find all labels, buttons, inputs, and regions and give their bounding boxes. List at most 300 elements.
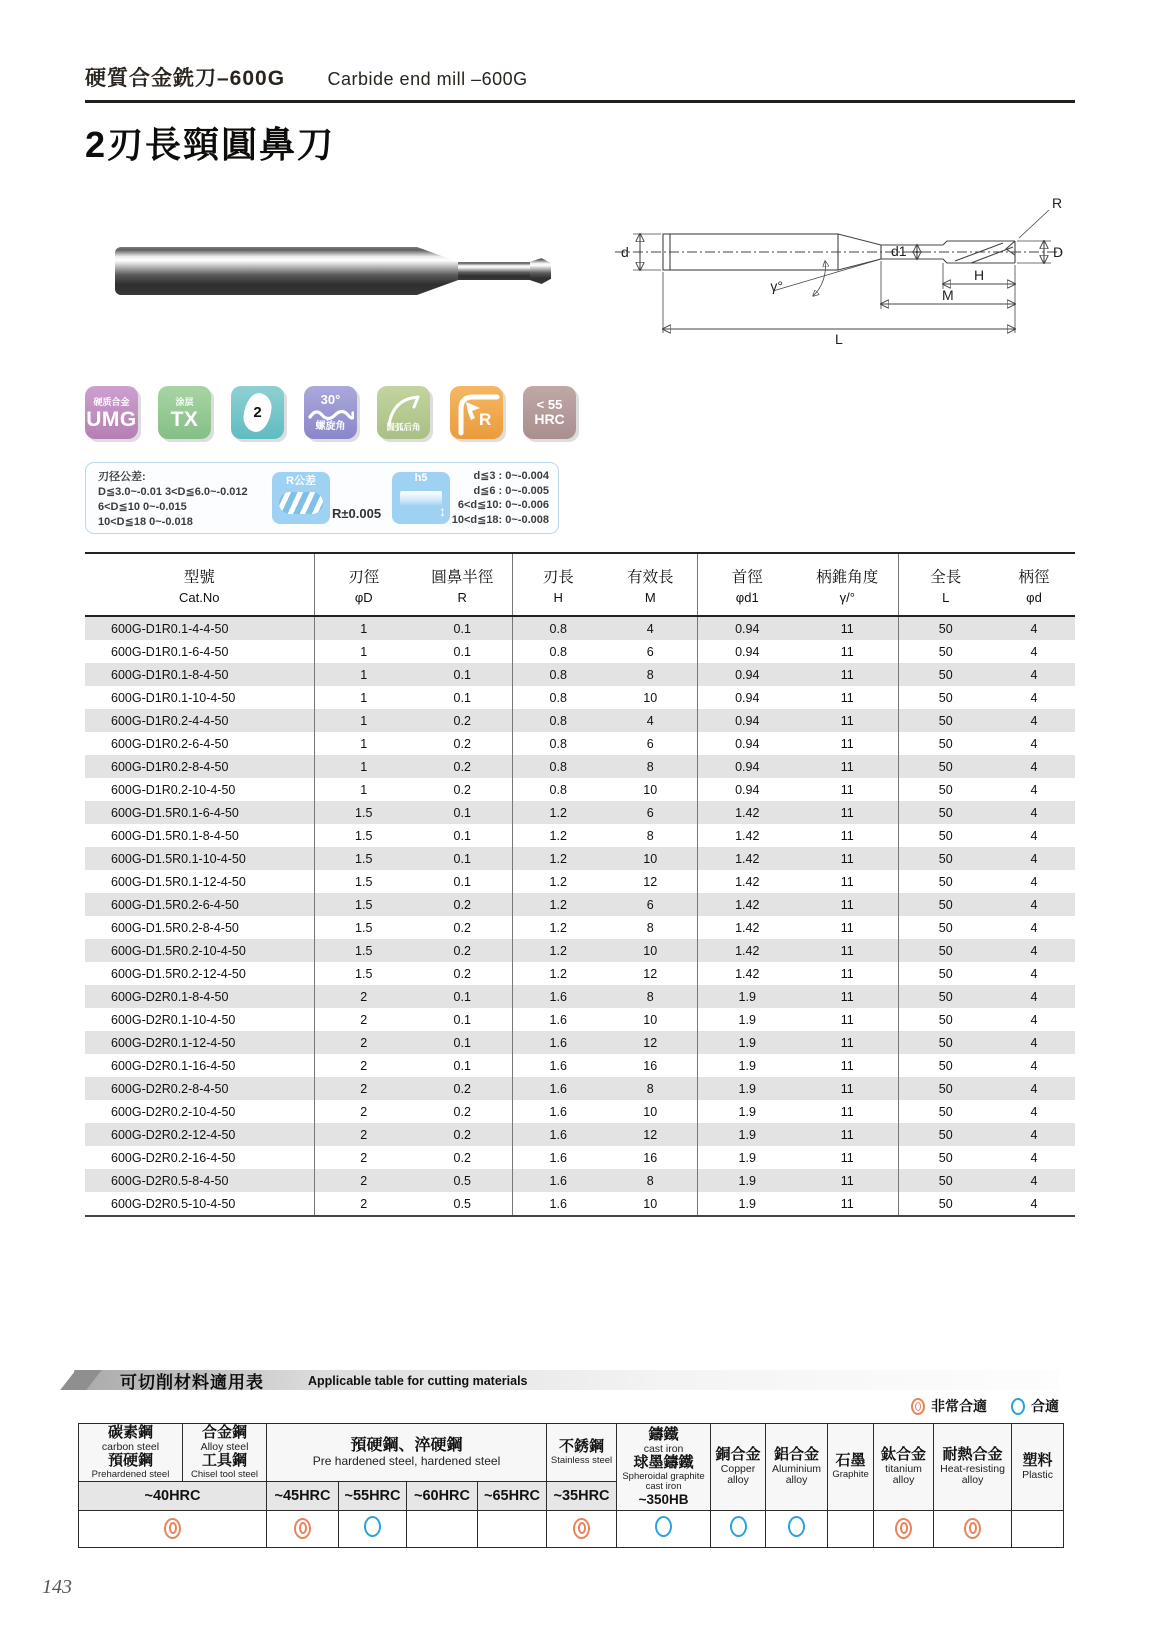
photo-taper [417, 247, 458, 295]
arc-relief-label: 圆弧后角 [386, 422, 421, 433]
material-copper-alloy [711, 1424, 766, 1511]
series-title-en: Carbide end mill –600G [327, 69, 528, 89]
spec-cell: 1 [314, 755, 413, 778]
spec-cell: 11 [840, 851, 854, 866]
spec-cell: 8 [646, 1081, 654, 1096]
spec-cell: 10 [643, 1104, 658, 1119]
legend-ok-label: 合適 [1031, 1398, 1059, 1414]
spec-cell: 0.94 [697, 778, 797, 801]
spec-cell: 0.8 [512, 640, 604, 663]
spec-cell: 11 [840, 644, 854, 659]
mark-empty [828, 1510, 874, 1547]
spec-cell: 0.94 [697, 616, 797, 640]
label-R: R [1052, 195, 1063, 211]
cat-no-cell: 600G-D1R0.1-8-4-50 [111, 667, 229, 682]
spec-row [85, 847, 1075, 870]
spec-cell: 11 [840, 1058, 854, 1073]
material-graphite [828, 1424, 874, 1511]
spec-cell: 4 [1030, 644, 1038, 659]
column-header: 圓鼻半徑 [431, 569, 494, 586]
spec-cell: 1.6 [512, 1192, 604, 1216]
material-label: 球墨鑄鐵 [633, 1453, 694, 1471]
spec-table [85, 552, 1075, 1217]
label-D: D [1053, 244, 1064, 260]
material-label: Graphite [832, 1469, 869, 1481]
spec-cell: 50 [898, 939, 993, 962]
spec-cell: 1.2 [512, 801, 604, 824]
spec-cell: 50 [898, 1077, 993, 1100]
spec-cell: 0.1 [453, 851, 471, 866]
spec-cell: 50 [898, 1008, 993, 1031]
column-header: 型號 [183, 569, 215, 586]
shank-tolerance-line-2: d≦6 : 0~-0.005 [473, 484, 549, 497]
spec-cell: 8 [646, 828, 654, 843]
spec-cell: 50 [898, 1054, 993, 1077]
spec-cell: 1.2 [512, 916, 604, 939]
spec-cell: 0.2 [453, 759, 471, 774]
mark-best-fit [79, 1510, 267, 1547]
spec-cell: 1.5 [314, 824, 413, 847]
spec-cell: 1 [314, 778, 413, 801]
spec-cell: 50 [898, 732, 993, 755]
spec-cell: 1.5 [314, 962, 413, 985]
spec-cell: 0.2 [453, 897, 471, 912]
header-rule [85, 100, 1075, 103]
spec-cell: 4 [1030, 805, 1038, 820]
diameter-tolerance-text [98, 470, 248, 529]
hardness-cell: ~45HRC [267, 1481, 339, 1510]
spec-cell: 11 [840, 621, 854, 636]
legend [911, 1396, 1059, 1416]
spec-row [85, 1031, 1075, 1054]
spec-cell: 2 [314, 1054, 413, 1077]
spec-cell: 4 [1030, 1035, 1038, 1050]
label-L: L [835, 331, 843, 347]
spec-row [85, 1123, 1075, 1146]
material-label: 塑料 [1022, 1451, 1053, 1469]
spec-cell: 50 [898, 709, 993, 732]
spec-cell: 1.9 [697, 1169, 797, 1192]
material-label: 鈦合金 [881, 1446, 927, 1464]
photo-shank [115, 247, 417, 295]
corner-radius-icon [450, 386, 503, 439]
flute-count-label: 2 [253, 404, 262, 421]
spec-cell: 50 [898, 824, 993, 847]
spec-cell: 4 [1030, 1012, 1038, 1027]
fit-icon [730, 1516, 747, 1537]
spec-cell: 50 [898, 1100, 993, 1123]
spec-cell: 2 [314, 1008, 413, 1031]
spec-cell: 50 [898, 1123, 993, 1146]
stripes-icon [279, 492, 323, 514]
badge-hardness [523, 386, 576, 439]
spec-cell: 11 [840, 943, 854, 958]
series-title-row [85, 62, 1075, 92]
spec-cell: 12 [643, 966, 658, 981]
spec-cell: 11 [840, 713, 854, 728]
legend-best [911, 1396, 987, 1416]
spec-row [85, 1146, 1075, 1169]
product-title: 2刃長頸圓鼻刀 [85, 124, 336, 165]
spec-cell: 10 [643, 1012, 658, 1027]
spec-cell: 11 [840, 759, 854, 774]
spec-cell: 4 [1030, 1196, 1038, 1211]
spec-cell: 16 [643, 1150, 658, 1165]
spec-cell: 4 [1030, 713, 1038, 728]
material-label: Heat-resisting alloy [940, 1463, 1005, 1487]
cat-no-cell: 600G-D1R0.1-6-4-50 [111, 644, 229, 659]
spec-row [85, 1100, 1075, 1123]
spec-cell: 1.6 [512, 1077, 604, 1100]
spec-cell: 11 [840, 1081, 854, 1096]
spec-table-body [85, 616, 1075, 1216]
spec-cell: 1.5 [314, 893, 413, 916]
column-header: 全長 [898, 553, 993, 590]
material-label: 預硬鋼、淬硬鋼 [350, 1437, 463, 1455]
spec-cell: 0.8 [512, 663, 604, 686]
spec-cell: 1.6 [512, 985, 604, 1008]
spec-cell: 11 [840, 1012, 854, 1027]
spec-cell: 8 [646, 989, 654, 1004]
spec-cell: 11 [840, 966, 854, 981]
spec-cell: 6 [646, 897, 654, 912]
best-fit-icon [164, 1518, 181, 1539]
badge-carbide-grade-label: UMG [86, 408, 137, 431]
spec-cell: 0.8 [512, 755, 604, 778]
spec-cell: 1.5 [314, 847, 413, 870]
tolerance-title: 刃径公差: [98, 471, 146, 483]
hardness-cell: ~35HRC [547, 1481, 617, 1510]
spec-cell: 1.42 [697, 916, 797, 939]
spec-cell: 1.9 [697, 1192, 797, 1216]
spec-cell: 4 [646, 713, 654, 728]
spec-cell: 0.2 [453, 1081, 471, 1096]
spec-cell: 1.9 [697, 985, 797, 1008]
spec-cell: 0.2 [453, 736, 471, 751]
spec-cell: 50 [898, 1031, 993, 1054]
spec-cell: 4 [1030, 851, 1038, 866]
cat-no-cell: 600G-D2R0.2-10-4-50 [111, 1104, 236, 1119]
spec-cell: 1.9 [697, 1146, 797, 1169]
cat-no-cell: 600G-D1R0.2-4-4-50 [111, 713, 229, 728]
spec-cell: 1.42 [697, 893, 797, 916]
spec-cell: 4 [1030, 782, 1038, 797]
spec-cell: 0.94 [697, 686, 797, 709]
spec-cell: 10 [643, 690, 658, 705]
spec-cell: 10 [643, 851, 658, 866]
legend-ok [1011, 1396, 1059, 1416]
material-label: 鋁合金 [774, 1446, 820, 1464]
marks-row [79, 1510, 1064, 1547]
feature-badges [85, 386, 576, 439]
material-label: Spheroidal graphite cast iron [622, 1470, 705, 1492]
best-fit-icon-inner [578, 1522, 586, 1534]
cat-no-cell: 600G-D1R0.1-10-4-50 [111, 690, 236, 705]
spec-cell: 1.5 [314, 916, 413, 939]
spec-cell: 4 [1030, 828, 1038, 843]
spec-cell: 0.2 [453, 920, 471, 935]
spec-cell: 0.1 [453, 690, 471, 705]
spec-cell: 11 [840, 1173, 854, 1188]
material-label: Plastic [1022, 1468, 1053, 1481]
material-label: 不銹鋼 [559, 1437, 605, 1455]
hardness-value: < 55 [536, 396, 563, 412]
legend-best-label: 非常合適 [931, 1398, 987, 1414]
shank-tolerance-line-1: d≦3 : 0~-0.004 [473, 470, 549, 482]
material-label: carbon steel [101, 1440, 160, 1453]
spec-cell: 4 [1030, 989, 1038, 1004]
mark-empty [478, 1510, 547, 1547]
spec-cell: 1 [314, 640, 413, 663]
spec-header-symbols [85, 590, 1075, 616]
material-label: 碳素鋼 [107, 1424, 153, 1441]
cat-no-cell: 600G-D2R0.2-8-4-50 [111, 1081, 229, 1096]
tolerance-box [85, 462, 559, 534]
cat-no-cell: 600G-D1.5R0.1-6-4-50 [111, 805, 239, 820]
spec-cell: 16 [643, 1058, 658, 1073]
mark-fit [617, 1510, 711, 1547]
spec-cell: 6 [646, 644, 654, 659]
material-label: Copper alloy [720, 1463, 756, 1487]
column-header: H [512, 590, 604, 616]
spec-cell: 1.9 [697, 1054, 797, 1077]
spec-cell: 1.42 [697, 847, 797, 870]
material-plastic [1012, 1424, 1064, 1511]
spec-cell: 0.1 [453, 667, 471, 682]
spec-row [85, 985, 1075, 1008]
spec-cell: 0.1 [453, 805, 471, 820]
spec-cell: 8 [646, 759, 654, 774]
spec-cell: 4 [1030, 1127, 1038, 1142]
material-label: cast iron [643, 1442, 684, 1455]
hardness-cell: ~55HRC [339, 1481, 407, 1510]
spec-row [85, 663, 1075, 686]
spec-cell: 1.2 [512, 824, 604, 847]
spec-cell: 0.8 [512, 732, 604, 755]
material-cast-iron [617, 1424, 711, 1511]
spec-cell: 4 [1030, 1104, 1038, 1119]
spec-cell: 1 [314, 663, 413, 686]
best-fit-icon-inner [169, 1522, 177, 1534]
spec-cell: 0.5 [453, 1196, 471, 1211]
material-label: Alloy steel [200, 1440, 249, 1453]
tolerance-line-3: 10<D≦18 0~-0.018 [98, 515, 193, 528]
spec-cell: 4 [1030, 736, 1038, 751]
spec-cell: 2 [314, 1123, 413, 1146]
cat-no-cell: 600G-D1R0.2-8-4-50 [111, 759, 229, 774]
column-header: φD [314, 590, 413, 616]
mark-fit [766, 1510, 828, 1547]
spec-cell: 0.8 [512, 686, 604, 709]
spec-cell: 50 [898, 616, 993, 640]
mark-fit [711, 1510, 766, 1547]
spec-cell: 1.6 [512, 1008, 604, 1031]
best-fit-icon [294, 1518, 311, 1539]
spec-cell: 11 [840, 989, 854, 1004]
spec-cell: 12 [643, 1035, 658, 1050]
material-carbon-steel [79, 1424, 183, 1482]
material-label: 預硬鋼 [107, 1451, 153, 1469]
shank-tolerance-line-3: 6<d≦10: 0~-0.006 [457, 499, 549, 512]
r-tolerance-badge-label: R公差 [286, 475, 316, 487]
cat-no-cell: 600G-D1.5R0.2-8-4-50 [111, 920, 239, 935]
updown-arrow-icon: ↕ [439, 503, 446, 519]
spec-cell: 50 [898, 893, 993, 916]
spec-row [85, 755, 1075, 778]
column-header: 有效長 [626, 569, 674, 586]
spec-cell: 1.42 [697, 939, 797, 962]
spec-cell: 11 [840, 897, 854, 912]
dimension-lines [633, 210, 1051, 333]
spec-cell: 50 [898, 686, 993, 709]
spec-cell: 2 [314, 1100, 413, 1123]
spec-row [85, 709, 1075, 732]
spec-cell: 4 [1030, 1081, 1038, 1096]
spec-row [85, 640, 1075, 663]
spec-cell: 1.6 [512, 1123, 604, 1146]
spec-cell: 0.8 [512, 778, 604, 801]
spec-cell: 11 [840, 1104, 854, 1119]
badge-helix-angle [304, 386, 357, 439]
best-fit-icon [911, 1398, 925, 1415]
series-title-zh: 硬質合金銑刀–600G [85, 67, 286, 90]
spec-cell: 12 [643, 1127, 658, 1142]
spec-cell: 11 [840, 1035, 854, 1050]
hardness-cell: ~65HRC [478, 1481, 547, 1510]
column-header: 刃長 [512, 553, 604, 590]
h5-badge-label: h5 [414, 472, 428, 484]
cat-no-cell: 600G-D1.5R0.2-6-4-50 [111, 897, 239, 912]
cat-no-cell: 600G-D2R0.2-16-4-50 [111, 1150, 236, 1165]
h5-tolerance-badge [392, 472, 450, 524]
material-label: 合金鋼 [201, 1424, 247, 1441]
badge-carbide-grade [85, 386, 138, 439]
column-header: γ/° [839, 590, 855, 605]
material-label: Stainless steel [550, 1454, 613, 1466]
material-label: 工具鋼 [201, 1451, 247, 1469]
spec-cell: 1.2 [512, 893, 604, 916]
spec-cell: 0.94 [697, 755, 797, 778]
spec-cell: 50 [898, 1146, 993, 1169]
r-tolerance-badge [272, 472, 330, 524]
spec-cell: 1.6 [512, 1146, 604, 1169]
spec-cell: 4 [1030, 621, 1038, 636]
spec-cell: 11 [840, 667, 854, 682]
r-tolerance-value: R±0.005 [332, 506, 382, 521]
column-header: 柄徑 [1018, 569, 1050, 586]
cat-no-cell: 600G-D2R0.1-16-4-50 [111, 1058, 236, 1073]
spec-row [85, 1169, 1075, 1192]
column-header: R [457, 590, 467, 605]
spec-cell: 0.1 [453, 1012, 471, 1027]
spec-row [85, 616, 1075, 640]
material-label: 耐熱合金 [942, 1446, 1003, 1464]
spec-cell: 0.1 [453, 828, 471, 843]
column-header: φd [1026, 590, 1042, 605]
spec-cell: 1.2 [512, 870, 604, 893]
column-header: 柄錐角度 [816, 569, 879, 586]
mark-best-fit [267, 1510, 339, 1547]
spec-cell: 6 [646, 736, 654, 751]
dimension-labels [621, 195, 1063, 347]
spec-cell: 6 [646, 805, 654, 820]
spec-cell: 10 [643, 943, 658, 958]
label-M: M [942, 287, 954, 303]
spec-cell: 1.5 [314, 801, 413, 824]
spec-cell: 1 [314, 616, 413, 640]
spec-cell: 12 [643, 874, 658, 889]
materials-header-row [79, 1424, 1064, 1482]
material-alloy-steel [183, 1424, 267, 1482]
spec-row [85, 1008, 1075, 1031]
hardness-cell: ~40HRC [79, 1481, 267, 1510]
spec-cell: 11 [840, 828, 854, 843]
spec-cell: 0.2 [453, 1127, 471, 1142]
spec-cell: 4 [1030, 966, 1038, 981]
spec-cell: 11 [840, 1150, 854, 1165]
spec-cell: 11 [840, 736, 854, 751]
material-heat-resisting-alloy [934, 1424, 1012, 1511]
spec-cell: 1.9 [697, 1100, 797, 1123]
endmill-photo [115, 247, 551, 295]
cat-no-cell: 600G-D1R0.2-10-4-50 [111, 782, 236, 797]
material-prehardened-group [267, 1424, 547, 1482]
spec-cell: 50 [898, 985, 993, 1008]
shank-tolerance-text [452, 469, 549, 528]
fit-icon [364, 1516, 381, 1537]
spec-cell: 50 [898, 1192, 993, 1216]
spec-cell: 50 [898, 847, 993, 870]
best-fit-icon [573, 1518, 590, 1539]
spec-cell: 1.9 [697, 1008, 797, 1031]
dimension-diagram [603, 192, 1078, 347]
material-aluminium-alloy [766, 1424, 828, 1511]
cat-no-cell: 600G-D2R0.1-12-4-50 [111, 1035, 236, 1050]
spec-cell: 4 [1030, 920, 1038, 935]
spec-cell: 11 [840, 1127, 854, 1142]
corner-radius-label: R [479, 410, 492, 429]
spec-cell: 1.2 [512, 939, 604, 962]
spec-cell: 0.1 [453, 1035, 471, 1050]
spec-cell: 0.2 [453, 966, 471, 981]
spec-cell: 50 [898, 962, 993, 985]
spec-cell: 50 [898, 916, 993, 939]
spec-row [85, 732, 1075, 755]
label-gamma: γ° [770, 278, 783, 294]
spec-cell: 11 [840, 874, 854, 889]
spec-cell: 50 [898, 640, 993, 663]
spec-cell: 0.8 [512, 616, 604, 640]
spec-row [85, 778, 1075, 801]
label-d1: d1 [891, 243, 907, 259]
spec-cell: 0.1 [453, 989, 471, 1004]
spec-cell: 4 [1030, 667, 1038, 682]
spec-cell: 0.2 [453, 1104, 471, 1119]
best-fit-icon [895, 1518, 912, 1539]
spec-cell: 0.2 [453, 1150, 471, 1165]
spec-cell: 2 [314, 1192, 413, 1216]
material-label: 石墨 [835, 1452, 866, 1470]
material-label: titanium alloy [885, 1463, 922, 1487]
spec-row [85, 686, 1075, 709]
spec-row [85, 801, 1075, 824]
column-header: M [644, 590, 656, 605]
spec-cell: 4 [1030, 1150, 1038, 1165]
materials-table [78, 1423, 1064, 1548]
spec-cell: 4 [1030, 690, 1038, 705]
shank-cylinder-icon [400, 491, 442, 506]
wave-icon [308, 408, 354, 421]
